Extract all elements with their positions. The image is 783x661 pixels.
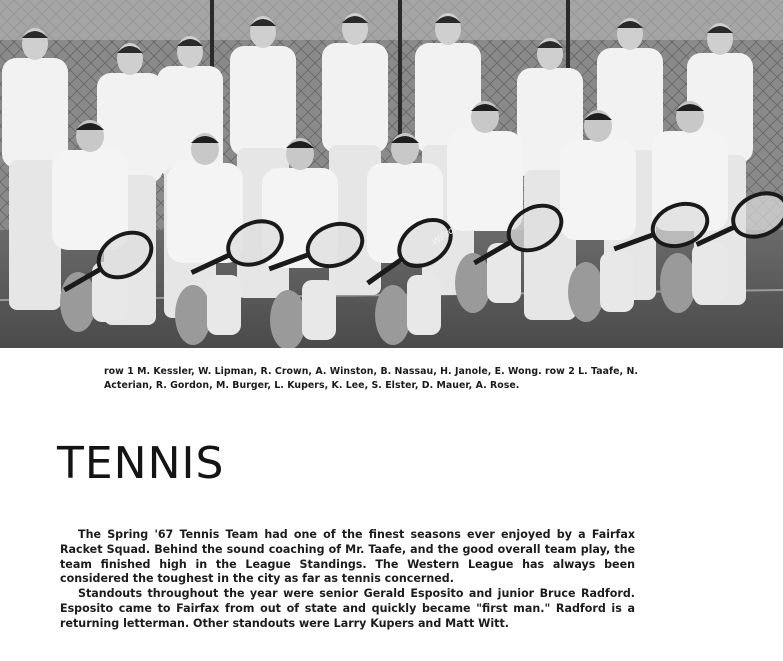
section-heading: TENNIS <box>57 438 225 489</box>
article-paragraph-1: The Spring '67 Tennis Team had one of the finest seasons ever enjoyed by a Fairfax Racket Squad. Behind the sound coaching of Mr. Taafe, and the good overall team play, the team finished high in the League Standings. The Western League has always been considered the toughest in the city as far as tennis concerned. <box>60 528 635 586</box>
article-body <box>60 528 635 632</box>
person-kneeling <box>52 120 128 332</box>
person-kneeling <box>560 110 636 322</box>
photo-caption: row 1 M. Kessler, W. Lipman, R. Crown, A. Winston, B. Nassau, H. Janole, E. Wong. row 2 L. Taafe, N. Acterian, R. Gordon, M. Burger, L. Kupers, K. Lee, S. Elster, D. Mauer, A. Rose. <box>104 366 638 391</box>
article-paragraph-2: Standouts throughout the year were senior Gerald Esposito and junior Bruce Radford. Esposito came to Fairfax from out of state and quickly became "first man." Radford is a returning letterman. Other standouts were Larry Kupers and Matt Witt. <box>60 587 635 630</box>
racket-brand-text: Wilson <box>430 222 461 248</box>
person-kneeling <box>447 101 523 313</box>
